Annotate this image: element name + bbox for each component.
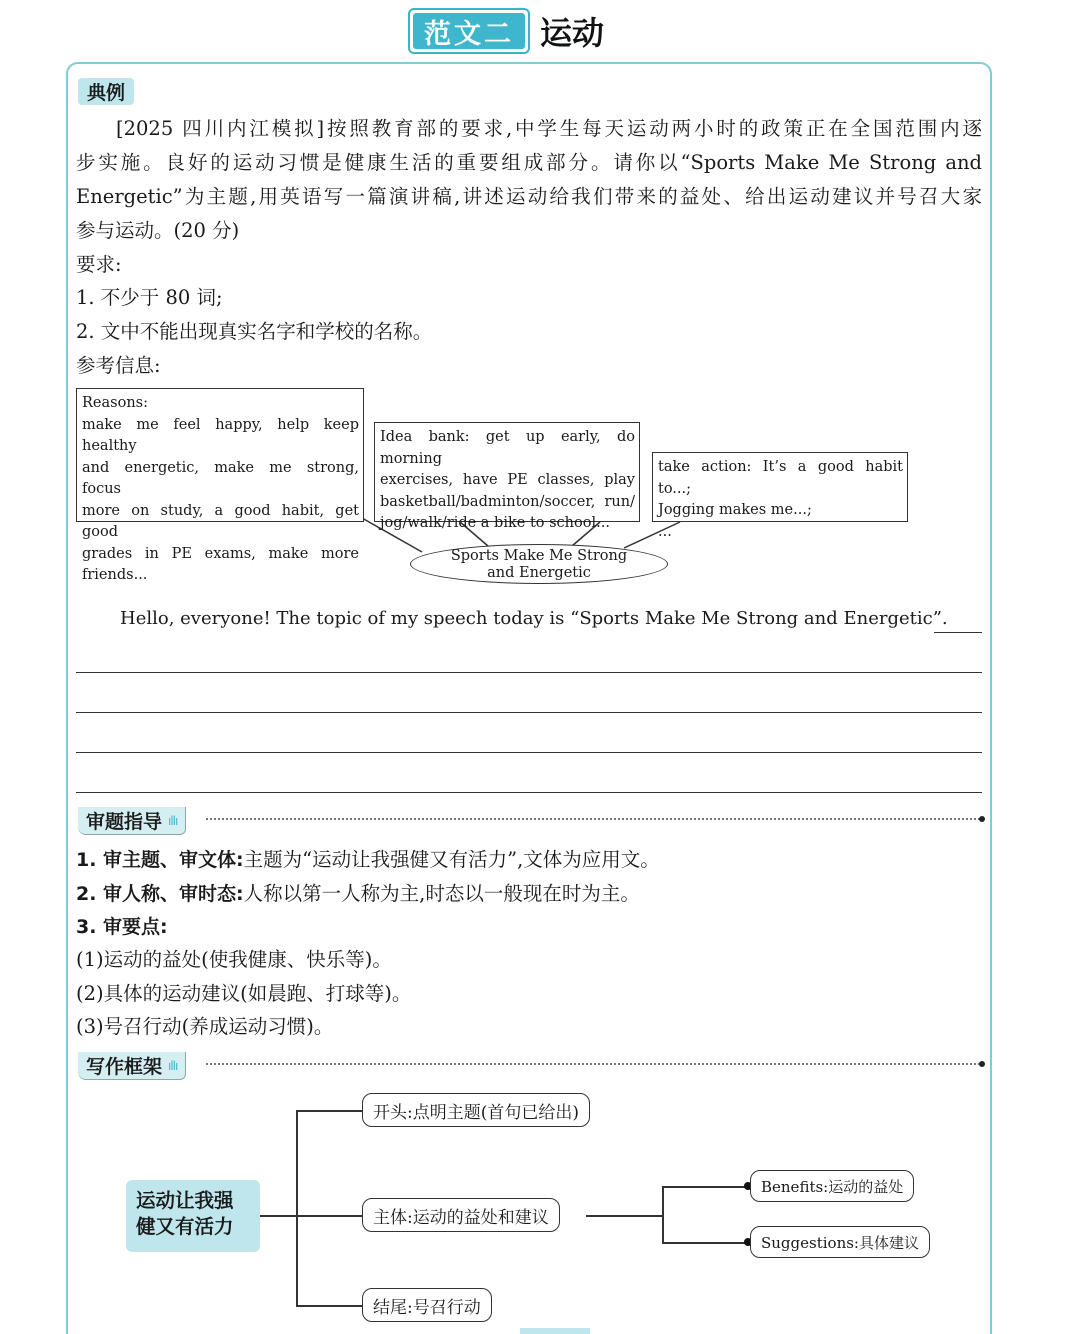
- reasons-line: Reasons:: [82, 395, 148, 411]
- framework-ending: 结尾:号召行动: [362, 1288, 492, 1322]
- reasons-line: and energetic, make me strong, focus: [82, 459, 359, 497]
- title-badge-label: 范文二: [413, 13, 525, 49]
- topic-line: and Energetic: [487, 565, 591, 581]
- connector: [296, 1110, 298, 1306]
- connector: [586, 1215, 662, 1217]
- guide-item-label: 2. 审人称、审时态:: [76, 883, 244, 905]
- guide-tag-label: 审题指导: [86, 811, 163, 833]
- guide-tag: [78, 807, 186, 835]
- guide-point: (3)号召行动(养成运动习惯)。: [76, 1015, 334, 1038]
- page-tab: [520, 1328, 590, 1334]
- requirement-1: 1. 不少于 80 词;: [76, 286, 223, 309]
- framework-divider: [206, 1063, 980, 1065]
- connector: [296, 1215, 362, 1217]
- connector: [662, 1242, 750, 1244]
- topic-oval: [410, 544, 668, 584]
- guide-item-text: 人称以第一人称为主,时态以一般现在时为主。: [243, 882, 640, 905]
- title-text: 运动: [540, 14, 605, 52]
- prompt-line-4: 参与运动。(20 分): [76, 219, 240, 242]
- reasons-line: grades in PE exams, make more: [82, 545, 359, 562]
- framework-root-line: 健又有活力: [136, 1215, 234, 1238]
- reference-title: 参考信息:: [76, 354, 161, 377]
- connector: [296, 1305, 362, 1307]
- answer-line[interactable]: [76, 712, 982, 713]
- connector: [662, 1186, 750, 1188]
- guide-item-text: 主题为“运动让我强健又有活力”,文体为应用文。: [243, 848, 660, 871]
- idea-line: basketball/badminton/soccer, run/: [380, 493, 635, 510]
- framework-root-line: 运动让我强: [136, 1189, 234, 1212]
- framework-root: [126, 1180, 260, 1252]
- reasons-line: friends...: [82, 567, 148, 583]
- sound-wave-icon: ıllı: [168, 813, 178, 828]
- guide-item-label: 1. 审主题、审文体:: [76, 849, 244, 871]
- guide-header: [78, 806, 186, 836]
- answer-line[interactable]: [76, 752, 982, 753]
- prompt-line-2: 步实施。良好的运动习惯是健康生活的重要组成部分。请你以“Sports Make Me Strong and: [76, 151, 982, 174]
- framework-tag: [78, 1052, 186, 1080]
- answer-line[interactable]: [76, 672, 982, 673]
- idea-bank-box: [374, 422, 640, 531]
- guide-item: [76, 912, 168, 942]
- action-line: take action: It’s a good habit to...;: [658, 459, 903, 497]
- guide-item: [76, 845, 660, 875]
- prompt-line-1: [2025 四川内江模拟]按照教育部的要求,中学生每天运动两小时的政策正在全国范围内逐: [116, 117, 982, 140]
- idea-line: exercises, have PE classes, play: [380, 472, 635, 488]
- guide-point: (2)具体的运动建议(如晨跑、打球等)。: [76, 982, 412, 1005]
- action-line: ...: [658, 523, 672, 540]
- reasons-box: [76, 388, 364, 583]
- framework-opening: 开头:点明主题(首句已给出): [362, 1093, 590, 1127]
- framework-benefits: Benefits:运动的益处: [750, 1170, 914, 1202]
- action-line: Jogging makes me...;: [658, 502, 812, 518]
- opening-sentence: Hello, everyone! The topic of my speech today is “Sports Make Me Strong and Energetic”.: [120, 608, 948, 629]
- idea-line: Idea bank: get up early, do morning: [380, 429, 635, 467]
- framework-header: [78, 1051, 186, 1081]
- sound-wave-icon: ıllı: [168, 1058, 178, 1073]
- topic-line: Sports Make Me Strong: [450, 548, 628, 564]
- framework-body: 主体:运动的益处和建议: [362, 1198, 560, 1232]
- framework-suggestions: Suggestions:具体建议: [750, 1226, 930, 1258]
- guide-divider-end: [979, 816, 985, 822]
- guide-item-label: 3. 审要点:: [76, 916, 168, 938]
- prompt-line-3: Energetic”为主题,用英语写一篇演讲稿,讲述运动给我们带来的益处、给出运动建议并号召大家: [76, 185, 982, 208]
- framework-tag-label: 写作框架: [86, 1056, 163, 1078]
- guide-point: (1)运动的益处(使我健康、快乐等)。: [76, 948, 392, 971]
- action-box: [652, 452, 908, 540]
- guide-item: [76, 879, 640, 909]
- requirement-2: 2. 文中不能出现真实名字和学校的名称。: [76, 320, 433, 343]
- reasons-line: more on study, a good habit, get good: [82, 502, 359, 540]
- requirements-title: 要求:: [76, 253, 122, 276]
- connector: [296, 1110, 362, 1112]
- guide-divider: [206, 818, 980, 820]
- example-tag: 典例: [78, 78, 134, 105]
- answer-blank[interactable]: [934, 632, 982, 633]
- reasons-line: make me feel happy, help keep healthy: [82, 416, 359, 454]
- idea-line: jog/walk/ride a bike to school...: [380, 515, 610, 531]
- connector: [260, 1215, 296, 1217]
- answer-line[interactable]: [76, 792, 982, 793]
- framework-divider-end: [979, 1061, 985, 1067]
- connector: [662, 1186, 664, 1242]
